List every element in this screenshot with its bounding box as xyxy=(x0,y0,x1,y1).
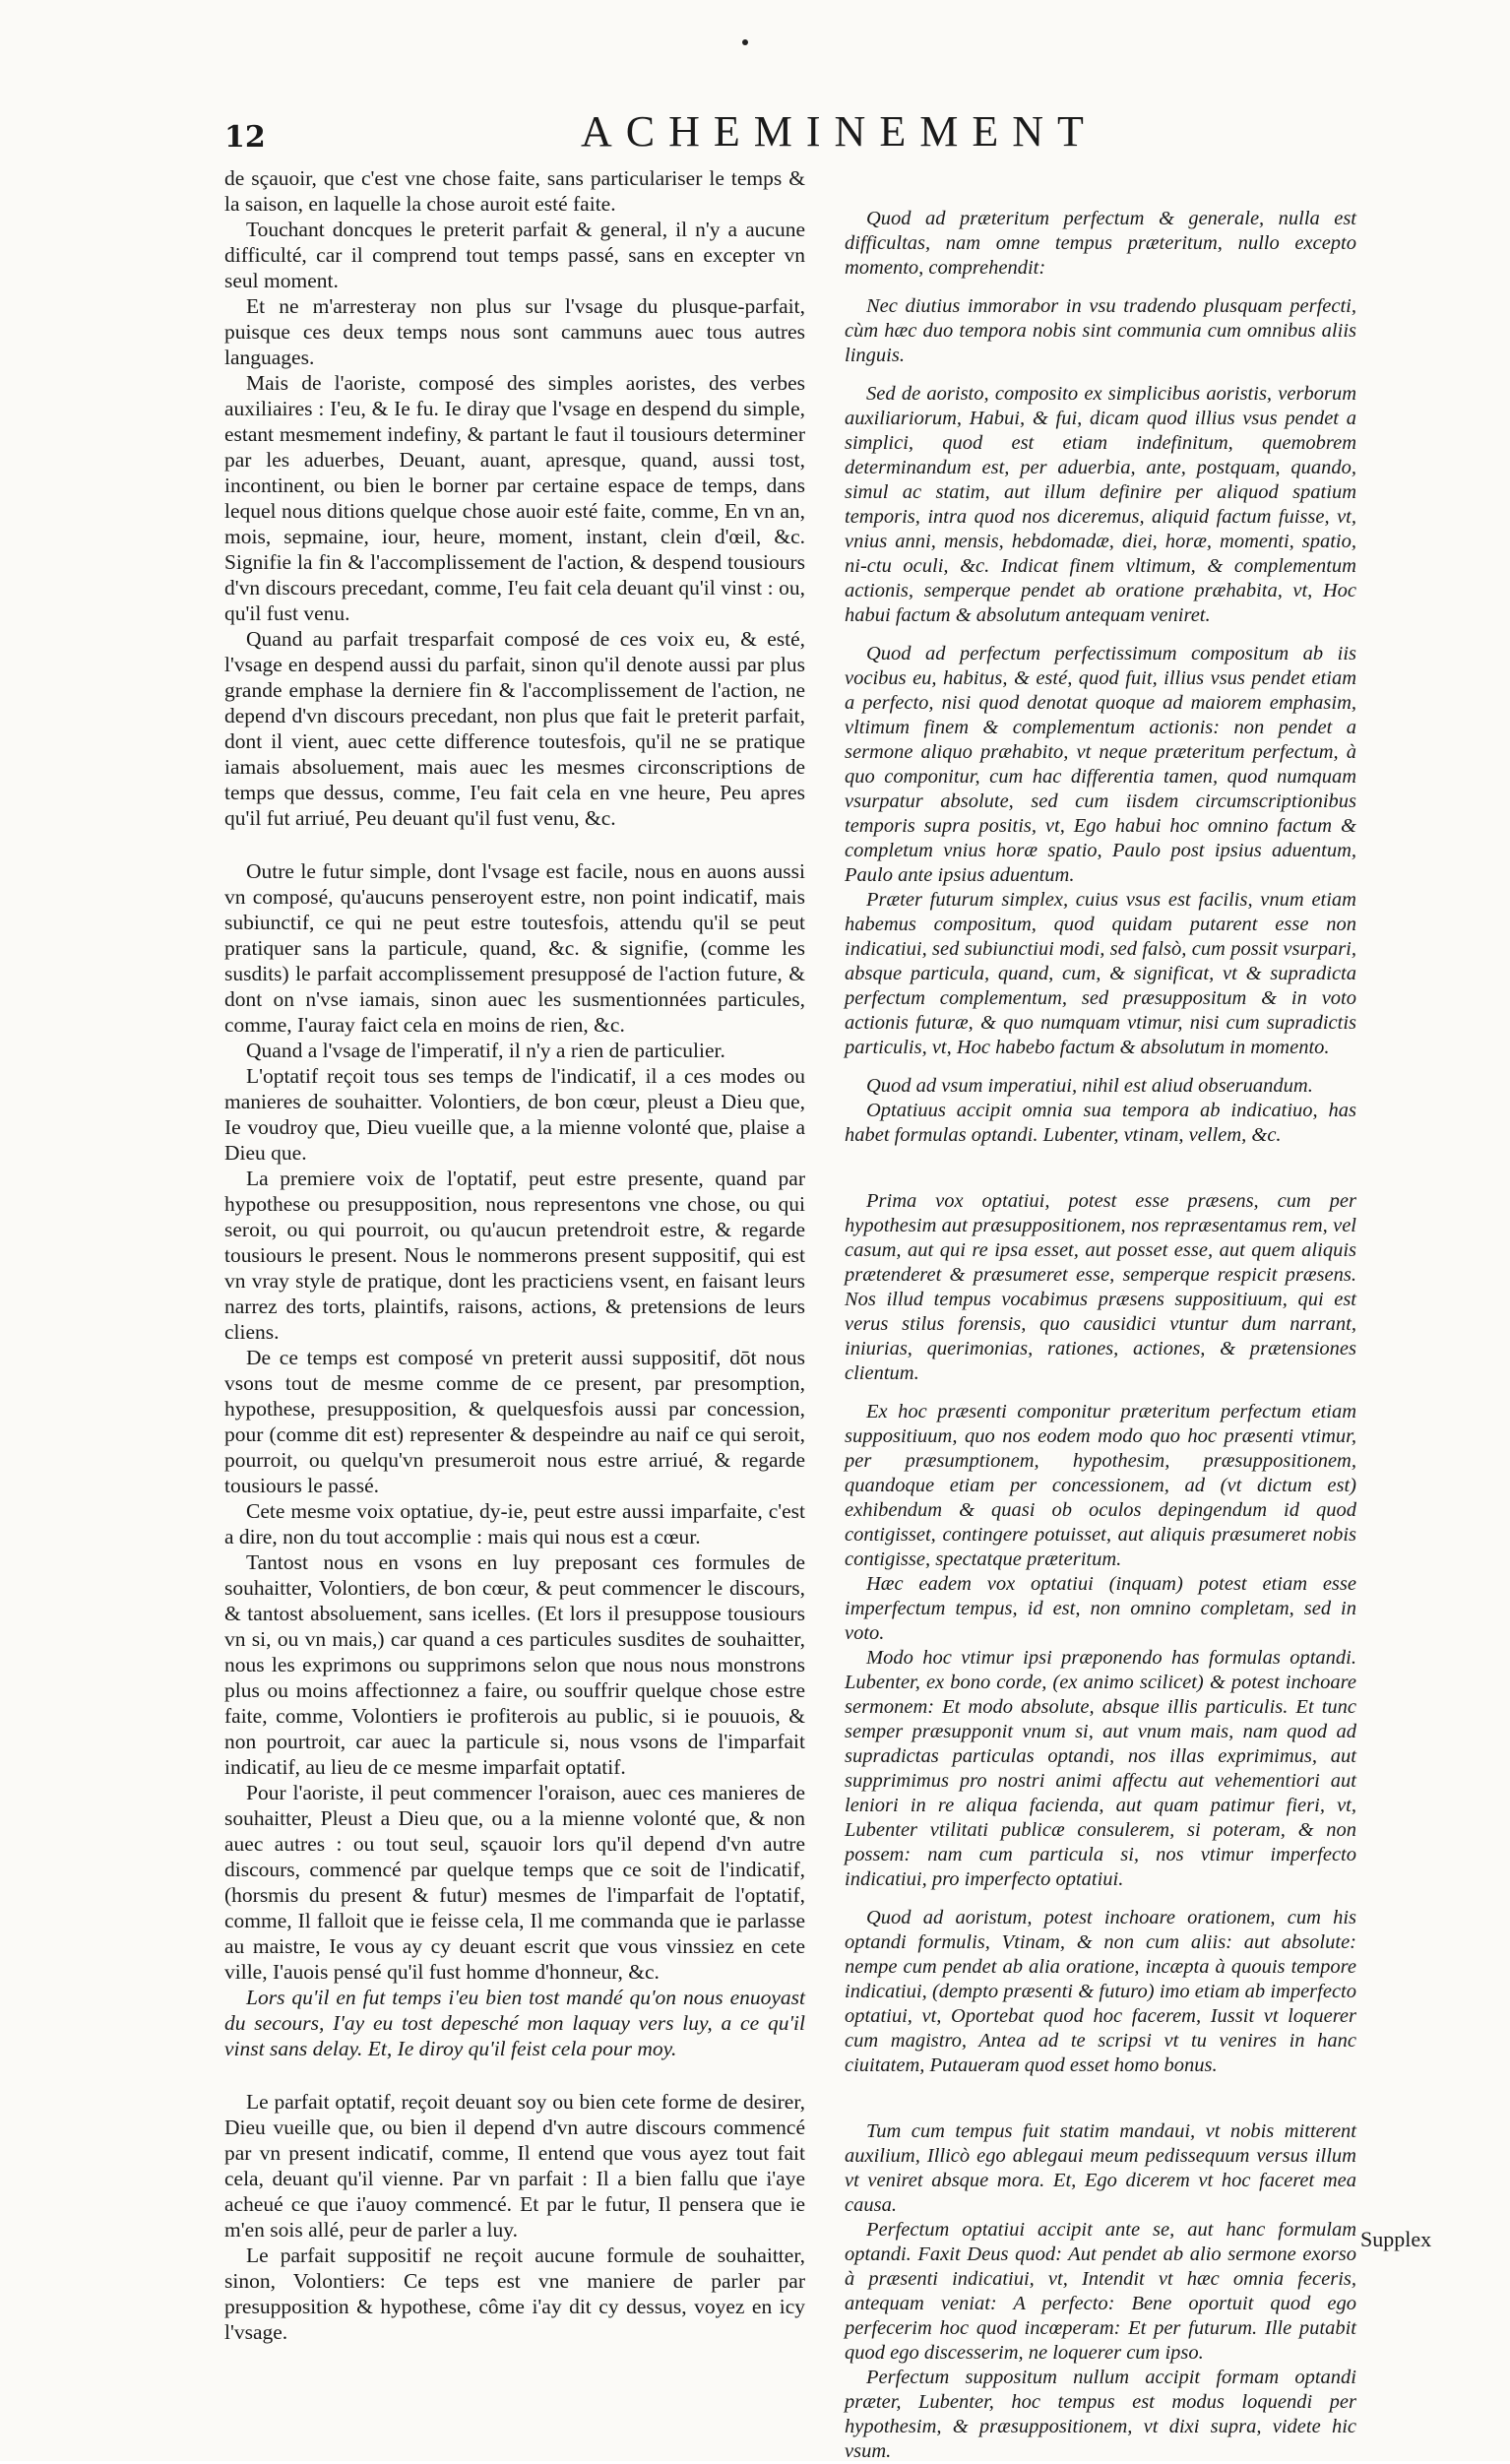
left-paragraph: Le parfait optatif, reçoit deuant soy ou bien cete forme de desirer, Dieu vueille que, ou bien il depend d'vn autre discours commencé par vn present indicatif, comme, Il entend que vous ayez tout fait cela, deuant qu'il vienne. Par vn parfait : Il a bien fallu que i'aye acheué ce que i'auoy commencé. Et par le futur, Il pensera que ie m'en sois allé, peur de parler a luy. xyxy=(224,2090,805,2242)
right-paragraph: Modo hoc vtimur ipsi præponendo has formulas optandi. Lubenter, ex bono corde, (ex animo scilicet) & potest inchoare sermonem: Et modo absolute, absque illis particulis. Et tunc semper præsupponit vnum si, aut vnum mais, nam quod ad supradictas particulas optandi, nos illas exprimimus, aut supprimimus pro nostri animi affectu aut vehementiori aut leniori in re aliqua facienda, aut quam patimur fieri, vt, Lubenter vtilitati publicæ consulerem, si poteram, & non possem: nam cum particula si, nos vtimur imperfecto indicatiui, pro imperfecto optatiui. xyxy=(845,1647,1356,1890)
running-title: ACHEMINEMENT xyxy=(581,107,1098,156)
right-paragraph: Hæc eadem vox optatiui (inquam) potest etiam esse imperfectum tempus, id est, non omnino completam, sed in voto. xyxy=(845,1573,1356,1644)
right-paragraph: Perfectum optatiui accipit ante se, aut hanc formulam optandi. Faxit Deus quod: Aut pendet ab alio sermone exorso à præsenti indicatiui, vt, Intendit vt hæc omnia feceris, antequam veniat: A perfecto: Bene oportuit quod ego perfecerim hoc quod incœperam: Et per futurum. Ille putabit quod ego discesserim, ne loquerer cum ipso. xyxy=(845,2219,1356,2364)
left-paragraph: Touchant doncques le preterit parfait & general, il n'y a aucune difficulté, car il comprend tout temps passé, sans en excepter vn seul moment. xyxy=(224,218,805,292)
right-paragraph: Quod ad vsum imperatiui, nihil est aliud obseruandum. xyxy=(866,1075,1313,1097)
left-paragraph: De ce temps est composé vn preterit aussi suppositif, dōt nous vsons tout de mesme comme de ce present, par presomption, hypothese, presupposition, & quelquesfois aussi par concession, pour (comme dit est) representer & despeindre au naif ce qui seroit, pourroit, ou quelqu'vn presumeroit nous estre arriué, & regarde tousiours le passé. xyxy=(224,1346,805,1497)
left-paragraph: de sçauoir, que c'est vne chose faite, sans particulariser le temps & la saison, en laquelle la chose auroit esté faite. xyxy=(224,166,805,216)
right-paragraph: Sed de aoristo, composito ex simplicibus aoristis, verborum auxiliariorum, Habui, & fui, dicam quod illius vsus pendet a simplici, quod est etiam indefinitum, quemobrem determinandum est, per aduerbia, ante, postquam, quando, simul ac statim, aut illum definire per aliquod spatium temporis, intra quod nos diceremus, aliquid factum fuisse, vt, vnius anni, mensis, hebdomadæ, diei, horæ, momenti, spatio, ni-ctu oculi, &c. Indicat finem vltimum, & complementum actionis, semperque pendet ab oratione præhabita, vt, Hoc habui factum & absolutum antequam veniret. xyxy=(845,383,1356,626)
left-paragraph: Quand au parfait tresparfait composé de ces voix eu, & esté, l'vsage en despend aussi du parfait, sinon qu'il denote aussi par plus grande emphase la derniere fin & l'accomplissement de l'action, ne depend d'vn discours precedant, non plus que fait le preterit parfait, dont il vient, auec cette difference toutesfois, qu'il ne se pratique iamais absoluement, mais auec les mesmes circonscriptions de temps que dessus, comme, I'eu fait cela en vne heure, Peu apres qu'il fut arriué, Peu deuant qu'il fust venu, &c. xyxy=(224,627,805,830)
left-paragraph: La premiere voix de l'optatif, peut estre presente, quand par hypothese ou presupposition, nous representons vne chose, ou qui seroit, ou qui pourroit, ou qu'aucun pretendroit estre, & regarde tousiours le present. Nous le nommerons present suppositif, qui est vn vray style de pratique, dont les practiciens vsent, en faisant leurs narrez des torts, plaintifs, raisons, actions, & pretensions de leurs cliens. xyxy=(224,1167,805,1344)
left-paragraph: Lors qu'il en fut temps i'eu bien tost mandé qu'on nous enuoyast du secours, I'ay eu tost depesché mon laquay vers luy, a ce qu'il vinst sans delay. Et, Ie diroy qu'il feist cela pour moy. xyxy=(224,1986,805,2060)
left-paragraph: Mais de l'aoriste, composé des simples aoristes, des verbes auxiliaires : I'eu, & Ie fu. Ie diray que l'vsage en despend du simple, estant mesmement indefiny, & partant le faut il tousiours determiner par les aduerbes, Deuant, auant, apresque, quand, aussi tost, incontinent, ou bien le borner par certaine espace de temps, dans lequel nous ditions quelque chose auoir esté faite, comme, En vn an, mois, sepmaine, iour, heure, moment, instant, clein d'œil, &c. Signifie la fin & l'accomplissement de l'action, & despend tousiours d'vn discours precedant, comme, I'eu fait cela deuant qu'il vinst : ou, qu'il fust venu. xyxy=(224,371,805,625)
left-paragraph: Pour l'aoriste, il peut commencer l'oraison, auec ces manieres de souhaitter, Pleust a Dieu que, ou a la mienne volonté que, & non auec autres : ou tout seul, sçauoir lors qu'il depend d'vn autre discours, commencé par quelque temps que ce soit de l'indicatif, (horsmis du present & futur) mesmes de l'imparfait de l'optatif, comme, Il falloit que ie feisse cela, Il me commanda que ie parlasse au maistre, Ie vous ay cy deuant escrit que vous vinssiez en cete ville, I'auois pensé qu'il fust homme d'honneur, &c. xyxy=(224,1781,805,1984)
right-paragraph: Quod ad aoristum, potest inchoare orationem, cum his optandi formulis, Vtinam, & non cum aliis: aut absolute: nempe cum pendet ab alia oratione, incæpta à quouis tempore indicatiui, (dempto præsenti & futuro) imo etiam ab imperfecto optatiui, vt, Oportebat quod hoc facerem, Iussit vt loquerer cum magistro, Antea ad te scripsi vt tu venires in hanc ciuitatem, Putaueram quod esset homo bonus. xyxy=(845,1907,1356,2076)
left-paragraph: L'optatif reçoit tous ses temps de l'indicatif, il a ces modes ou manieres de souhaitter. Volontiers, de bon cœur, pleust a Dieu que, Ie voudroy que, Dieu vueille que, a la mienne volonté que, plaise a Dieu que. xyxy=(224,1064,805,1165)
right-paragraph: Optatiuus accipit omnia sua tempora ab indicatiuo, has habet formulas optandi. Lubenter, vtinam, vellem, &c. xyxy=(845,1100,1356,1146)
left-paragraph: Et ne m'arresteray non plus sur l'vsage du plusque-parfait, puisque ces deux temps nous sont cammuns auec tous autres languages. xyxy=(224,294,805,369)
left-paragraph: Tantost nous en vsons en luy preposant ces formules de souhaitter, Volontiers, de bon cœur, & peut commencer le discours, & tantost absoluement, sans icelles. (Et lors il presuppose tousiours vn si, ou vn mais,) car quand a ces particules susdites de souhaitter, nous les exprimons ou supprimons selon que nous nous monstrons plus ou moins affectionnez a faire, ou souffrir quelque chose estre faite, comme, Volontiers ie profiterois au public, si ie pouuois, & non pourtroit, car auec la particule si, nous vsons de l'imparfait indicatif, au lieu de ce mesme imparfait optatif. xyxy=(224,1550,805,1779)
left-paragraph: Outre le futur simple, dont l'vsage est facile, nous en auons aussi vn composé, qu'aucuns penseroyent estre, non point indicatif, mais subiunctif, ce qui ne peut estre toutesfois, attendu qu'il se peut pratiquer sans la particule, quand, &c. & signifie, (comme les susdits) le parfait accomplissement presupposé de l'action future, & dont on n'vse iamais, sinon auec les susmentionnées particules, comme, I'auray faict cela en moins de rien, &c. xyxy=(224,859,805,1037)
page-number: 12 xyxy=(224,120,266,155)
right-paragraph: Perfectum suppositum nullum accipit formam optandi præter, Lubenter, hoc tempus est modus loquendi per hypothesim, & præsuppositionem, vt dixi supra, videte hic vsum. xyxy=(845,2367,1356,2462)
right-paragraph: Prima vox optatiui, potest esse præsens, cum per hypothesim aut præsuppositionem, nos repræsentamus rem, vel casum, aut qui re ipsa esset, aut posset esse, aut quem aliquis prætenderet & præsumeret esse, semperque respicit præsens. Nos illud tempus vocabimus præsens suppositiuum, qui est verus stilus forensis, quo causidici vtuntur dum narrant, iniurias, querimonias, rationes, actiones, & prætensiones clientum. xyxy=(845,1190,1356,1384)
left-paragraph: Cete mesme voix optatiue, dy-ie, peut estre aussi imparfaite, c'est a dire, non du tout accomplie : mais qui nous est a cœur. xyxy=(224,1499,805,1548)
ink-dot xyxy=(742,39,748,45)
left-paragraph: Le parfait suppositif ne reçoit aucune formule de souhaitter, sinon, Volontiers: Ce teps est vne maniere de parler par presupposition & hypothese, côme i'ay dit cy dessus, voyez en icy l'vsage. xyxy=(224,2243,805,2344)
right-column-latin xyxy=(845,207,1356,2464)
right-paragraph: Ex hoc præsenti componitur præteritum perfectum etiam suppositiuum, quo nos eodem modo quo hoc præsenti vtimur, per præsumptionem, hypothesim, præsuppositionem, quandoque etiam per concessionem, ad (vt dictum est) exhibendum & quasi ob oculos depingendum id quod contigisset, contingere potuisset, aut aliquis præsumeret nobis contigisse, spectatque præteritum. xyxy=(845,1401,1356,1570)
right-paragraph: Nec diutius immorabor in vsu tradendo plusquam perfecti, cùm hæc duo tempora nobis sint communia cum omnibus aliis linguis. xyxy=(845,295,1356,366)
left-column-french xyxy=(224,165,805,2345)
right-paragraph: Tum cum tempus fuit statim mandaui, vt nobis mitterent auxilium, Illicò ego ablegaui meum pedissequum versus illum vt veniret absque mora. Et, Ego dicerem vt hoc faceret mea causa. xyxy=(845,2120,1356,2216)
right-paragraph: Præter futurum simplex, cuius vsus est facilis, vnum etiam habemus compositum, quod quidam putarent esse non indicatiui, sed subiunctiui modi, sed falsò, cum possit vsurpari, absque particula, quand, cum, & significat, vt & supradicta perfectum complementum, sed præsuppositum & in voto actionis futuræ, & quo numquam vtimur, nisi cum supradictis particulis, vt, Hoc habebo factum & absolutum in momento. xyxy=(845,889,1356,1058)
right-paragraph: Quod ad præteritum perfectum & generale, nulla est difficultas, nam omne tempus præteritum, nullo excepto momento, comprehendit: xyxy=(845,208,1356,279)
catchword: Supplex xyxy=(1360,2227,1432,2251)
left-paragraph: Quand a l'vsage de l'imperatif, il n'y a rien de particulier. xyxy=(246,1039,725,1062)
right-paragraph: Quod ad perfectum perfectissimum compositum ab iis vocibus eu, habitus, & esté, quod fuit, illius vsus pendet etiam a perfecto, nisi quod denotat quoque ad maiorem emphasim, vltimum finem & complementum actionis: non pendet a sermone aliquo præhabito, vt neque præteritum perfectum, à quo componitur, cum hac differentia tamen, quod numquam vsurpatur absolute, sed cum iisdem circumscriptionibus temporis supra positis, vt, Ego habui hoc omnino factum & completum vnius horæ spatio, Paulo post ipsius aduentum, Paulo ante ipsius aduentum. xyxy=(845,643,1356,886)
